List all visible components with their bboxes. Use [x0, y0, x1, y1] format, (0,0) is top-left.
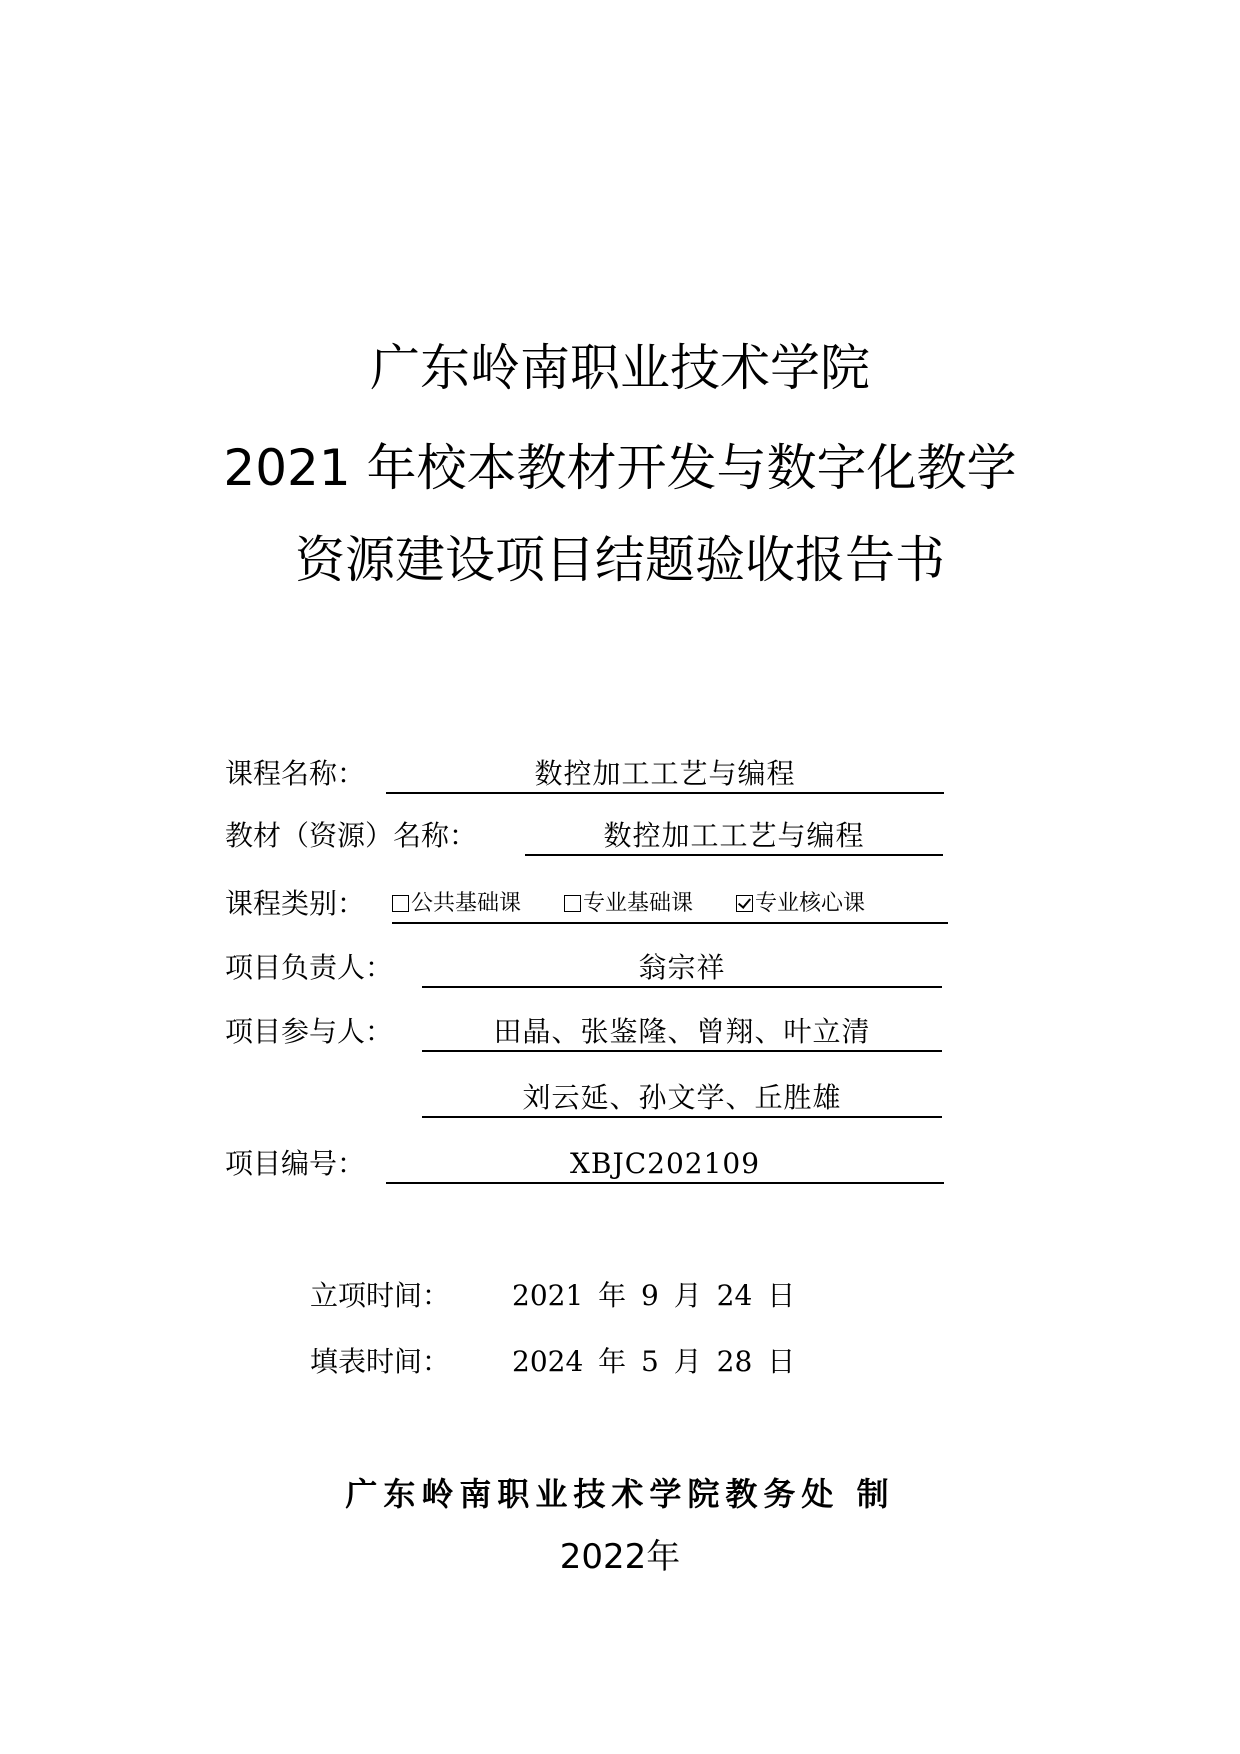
project-number-label: 项目编号： [225, 1147, 366, 1180]
course-name-value: 数控加工工艺与编程 [534, 757, 796, 790]
material-name-label: 教材（资源）名称： [225, 819, 478, 852]
category-option-professional-basic [564, 886, 693, 922]
project-members-value-line-2: 刘云延、孙文学、丘胜雄 [522, 1081, 842, 1114]
document-title-line-2: 2021 年校本教材开发与数字化教学 [223, 439, 1017, 497]
material-name-field [525, 818, 943, 856]
project-number-field [386, 1146, 944, 1184]
project-leader-value: 翁宗祥 [638, 951, 726, 984]
issuing-organization: 广东岭南职业技术学院教务处 制 [345, 1475, 895, 1513]
project-number-value: XBJC202109 [569, 1147, 761, 1180]
start-date-value: 2021 年 9 月 24 日 [512, 1279, 796, 1312]
project-leader-label: 项目负责人： [225, 951, 394, 984]
issue-year: 2022年 [559, 1537, 681, 1577]
checkbox-checked-icon [736, 895, 753, 912]
checkbox-public-basic-icon [392, 895, 409, 912]
fill-date-label: 填表时间： [310, 1345, 451, 1378]
project-members-value-line-1: 田晶、张鉴隆、曾翔、叶立清 [493, 1015, 871, 1048]
course-category-label: 课程类别： [225, 887, 366, 920]
category-option-professional-core [736, 886, 865, 922]
category-option-label: 专业基础课 [583, 891, 694, 916]
category-option-label: 专业核心课 [755, 891, 866, 916]
course-name-field [386, 756, 944, 794]
fill-date-value: 2024 年 5 月 28 日 [512, 1345, 796, 1378]
checkbox-professional-basic-icon [564, 895, 581, 912]
project-members-label: 项目参与人： [225, 1015, 394, 1048]
document-title-line-1: 广东岭南职业技术学院 [370, 339, 870, 397]
start-date-label: 立项时间： [310, 1279, 451, 1312]
material-name-value: 数控加工工艺与编程 [603, 819, 865, 852]
project-members-field-line-2 [422, 1080, 942, 1118]
project-members-field-line-1 [422, 1014, 942, 1052]
category-option-label: 公共基础课 [411, 891, 522, 916]
project-leader-field [422, 950, 942, 988]
document-title-line-3: 资源建设项目结题验收报告书 [295, 531, 945, 589]
category-option-public-basic [392, 886, 521, 922]
course-category-field [392, 886, 948, 924]
course-name-label: 课程名称： [225, 757, 366, 790]
